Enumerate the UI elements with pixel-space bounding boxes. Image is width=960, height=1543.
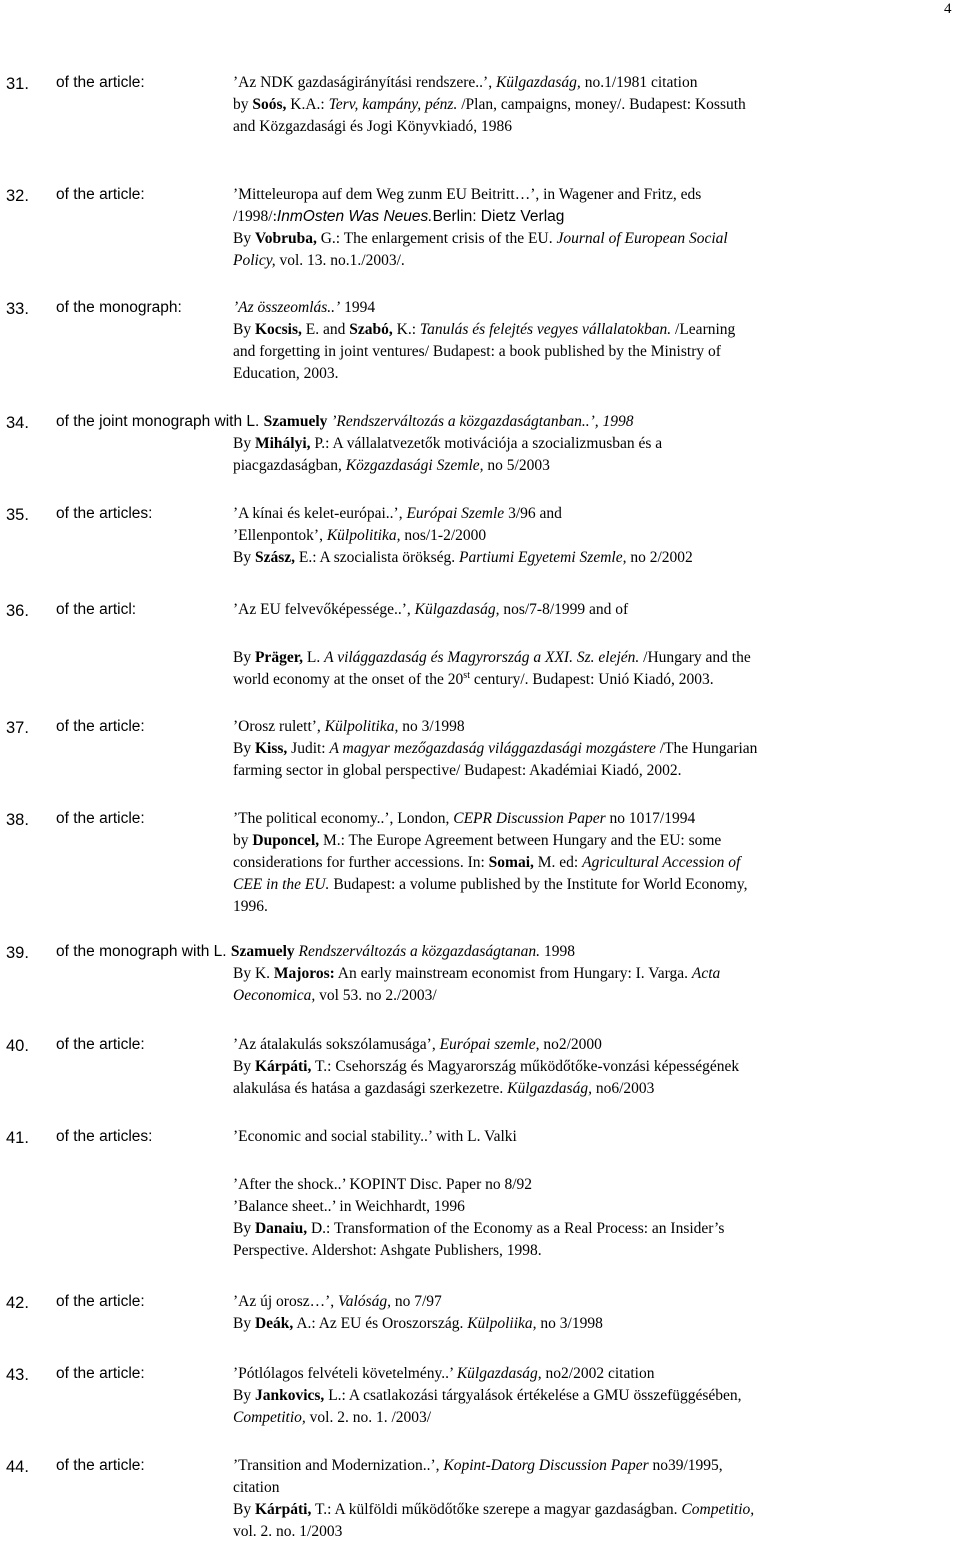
item-number: 41. — [6, 1129, 29, 1147]
item-type: of the articles: — [56, 505, 153, 522]
page-number: 4 — [944, 1, 952, 17]
item-number: 36. — [6, 602, 29, 620]
item-type: of the monograph: — [56, 299, 182, 316]
item-type: of the article: — [56, 1293, 145, 1310]
item-number: 33. — [6, 300, 29, 318]
item-number: 42. — [6, 1294, 29, 1312]
item-number: 31. — [6, 75, 29, 93]
item-type: of the article: — [56, 718, 145, 735]
item-body: ’Az összeomlás..’ 1994 By Kocsis, E. and Szabó, K.: Tanulás és felejtés vegyes vállalatokban. /Learning and forgetting in joint ventures/ Budapest: a book published by the Ministry of Education, 2003. — [233, 299, 736, 382]
item-body: ’Az új orosz…’, Valóság, no 7/97 By Deák, A.: Az EU és Oroszország. Külpoliika, no 3/1998 — [233, 1293, 603, 1332]
item-body: ’Az átalakulás sokszólamusága’, Európai szemle, no2/2000 By Kárpáti, T.: Csehország és Magyarország működőtőke-vonzási képességének alakulása és hatása a gazdasági szerkezetre. Külgazdaság, no6/2003 — [233, 1036, 740, 1097]
item-type: of the article: — [56, 810, 145, 827]
item-body: ’Mitteleuropa auf dem Weg zunm EU Beitritt…’, in Wagener and Fritz, eds /1998/:InmOsten Was Neues.Berlin: Dietz Verlag By Vobruba, G.: The enlargement crisis of the EU. Journal of European Social Policy, vol. 13. no.1./2003/. — [233, 186, 728, 269]
item-number: 35. — [6, 506, 29, 524]
item-type: of the article: — [56, 1365, 145, 1382]
item-number: 34. — [6, 414, 29, 432]
item-body: ’A kínai és kelet-európai..’, Európai Szemle 3/96 and ’Ellenpontok’, Külpolitika, nos/1-2/2000 By Szász, E.: A szocialista örökség. Partiumi Egyetemi Szemle, no 2/2002 — [233, 505, 693, 566]
item-type: of the article: — [56, 1457, 145, 1474]
item-type: of the articles: — [56, 1128, 153, 1145]
item-body: ’Az NDK gazdaságirányítási rendszere..’, Külgazdaság, no.1/1981 citation by Soós, K.A.: Terv, kampány, pénz. /Plan, campaigns, money/. Budapest: Kossuth and Közgazdasági és Jogi Könyvkiadó, 1986 — [233, 74, 746, 135]
item-type: of the article: — [56, 186, 145, 203]
item-number: 32. — [6, 187, 29, 205]
item-number: 40. — [6, 1037, 29, 1055]
item-body: ’Orosz rulett’, Külpolitika, no 3/1998 By Kiss, Judit: A magyar mezőgazdaság világgazdasági mozgástere /The Hungarian farming sector in global perspective/ Budapest: Akadémiai Kiadó, 2002. — [233, 718, 758, 779]
item-type: of the articl: — [56, 601, 137, 618]
item-number: 38. — [6, 811, 29, 829]
item-type: of the joint monograph with L. Szamuely ’Rendszerváltozás a közgazdaságtanban..’, 1998 — [56, 413, 634, 430]
item-number: 37. — [6, 719, 29, 737]
item-body: ’Transition and Modernization..’, Kopint-Datorg Discussion Paper no39/1995, citation By Kárpáti, T.: A külföldi működőtőke szerepe a magyar gazdaságban. Competitio, vol. 2. no. 1/2003 — [233, 1457, 755, 1540]
item-body: ’Az EU felvevőképessége..’, Külgazdaság, nos/7-8/1999 and of By Präger, L. A világgazdaság és Magyrország a XXI. Sz. elején. /Hungary and the world economy at the onset of the 20st century/. Budapest: Unió Kiadó, 2003. — [233, 601, 751, 688]
item-type: of the article: — [56, 74, 145, 91]
item-body: By K. Majoros: An early mainstream economist from Hungary: I. Varga. Acta Oeconomica, vol 53. no 2./2003/ — [233, 965, 721, 1004]
item-body: ’Economic and social stability..’ with L. Valki ’After the shock..’ KOPINT Disc. Paper no 8/92 ’Balance sheet..’ in Weichhardt, 1996 By Danaiu, D.: Transformation of the Economy as a Real Process: an Insider’s Perspective. Aldershot: Ashgate Publishers, 1998. — [233, 1128, 725, 1259]
item-number: 44. — [6, 1458, 29, 1476]
item-type: of the article: — [56, 1036, 145, 1053]
item-number: 43. — [6, 1366, 29, 1384]
item-type: of the monograph with L. Szamuely Rendszerváltozás a közgazdaságtanan. 1998 — [56, 943, 575, 960]
item-body: By Mihályi, P.: A vállalatvezetők motivációja a szocializmusban és a piacgazdaságban, Közgazdasági Szemle, no 5/2003 — [233, 435, 663, 474]
item-number: 39. — [6, 944, 29, 962]
item-body: ’The political economy..’, London, CEPR Discussion Paper no 1017/1994 by Duponcel, M.: The Europe Agreement between Hungary and the EU: some considerations for further accessions. In: Somai, M. ed: Agricultural Accession of CEE in the EU. Budapest: a volume published by the Institute for World Economy, 1996. — [233, 810, 748, 915]
item-body: ’Pótlólagos felvételi követelmény..’ Külgazdaság, no2/2002 citation By Jankovics, L.: A csatlakozási tárgyalások értékelése a GMU összefüggésében, Competitio, vol. 2. no. 1. /2003/ — [233, 1365, 742, 1426]
